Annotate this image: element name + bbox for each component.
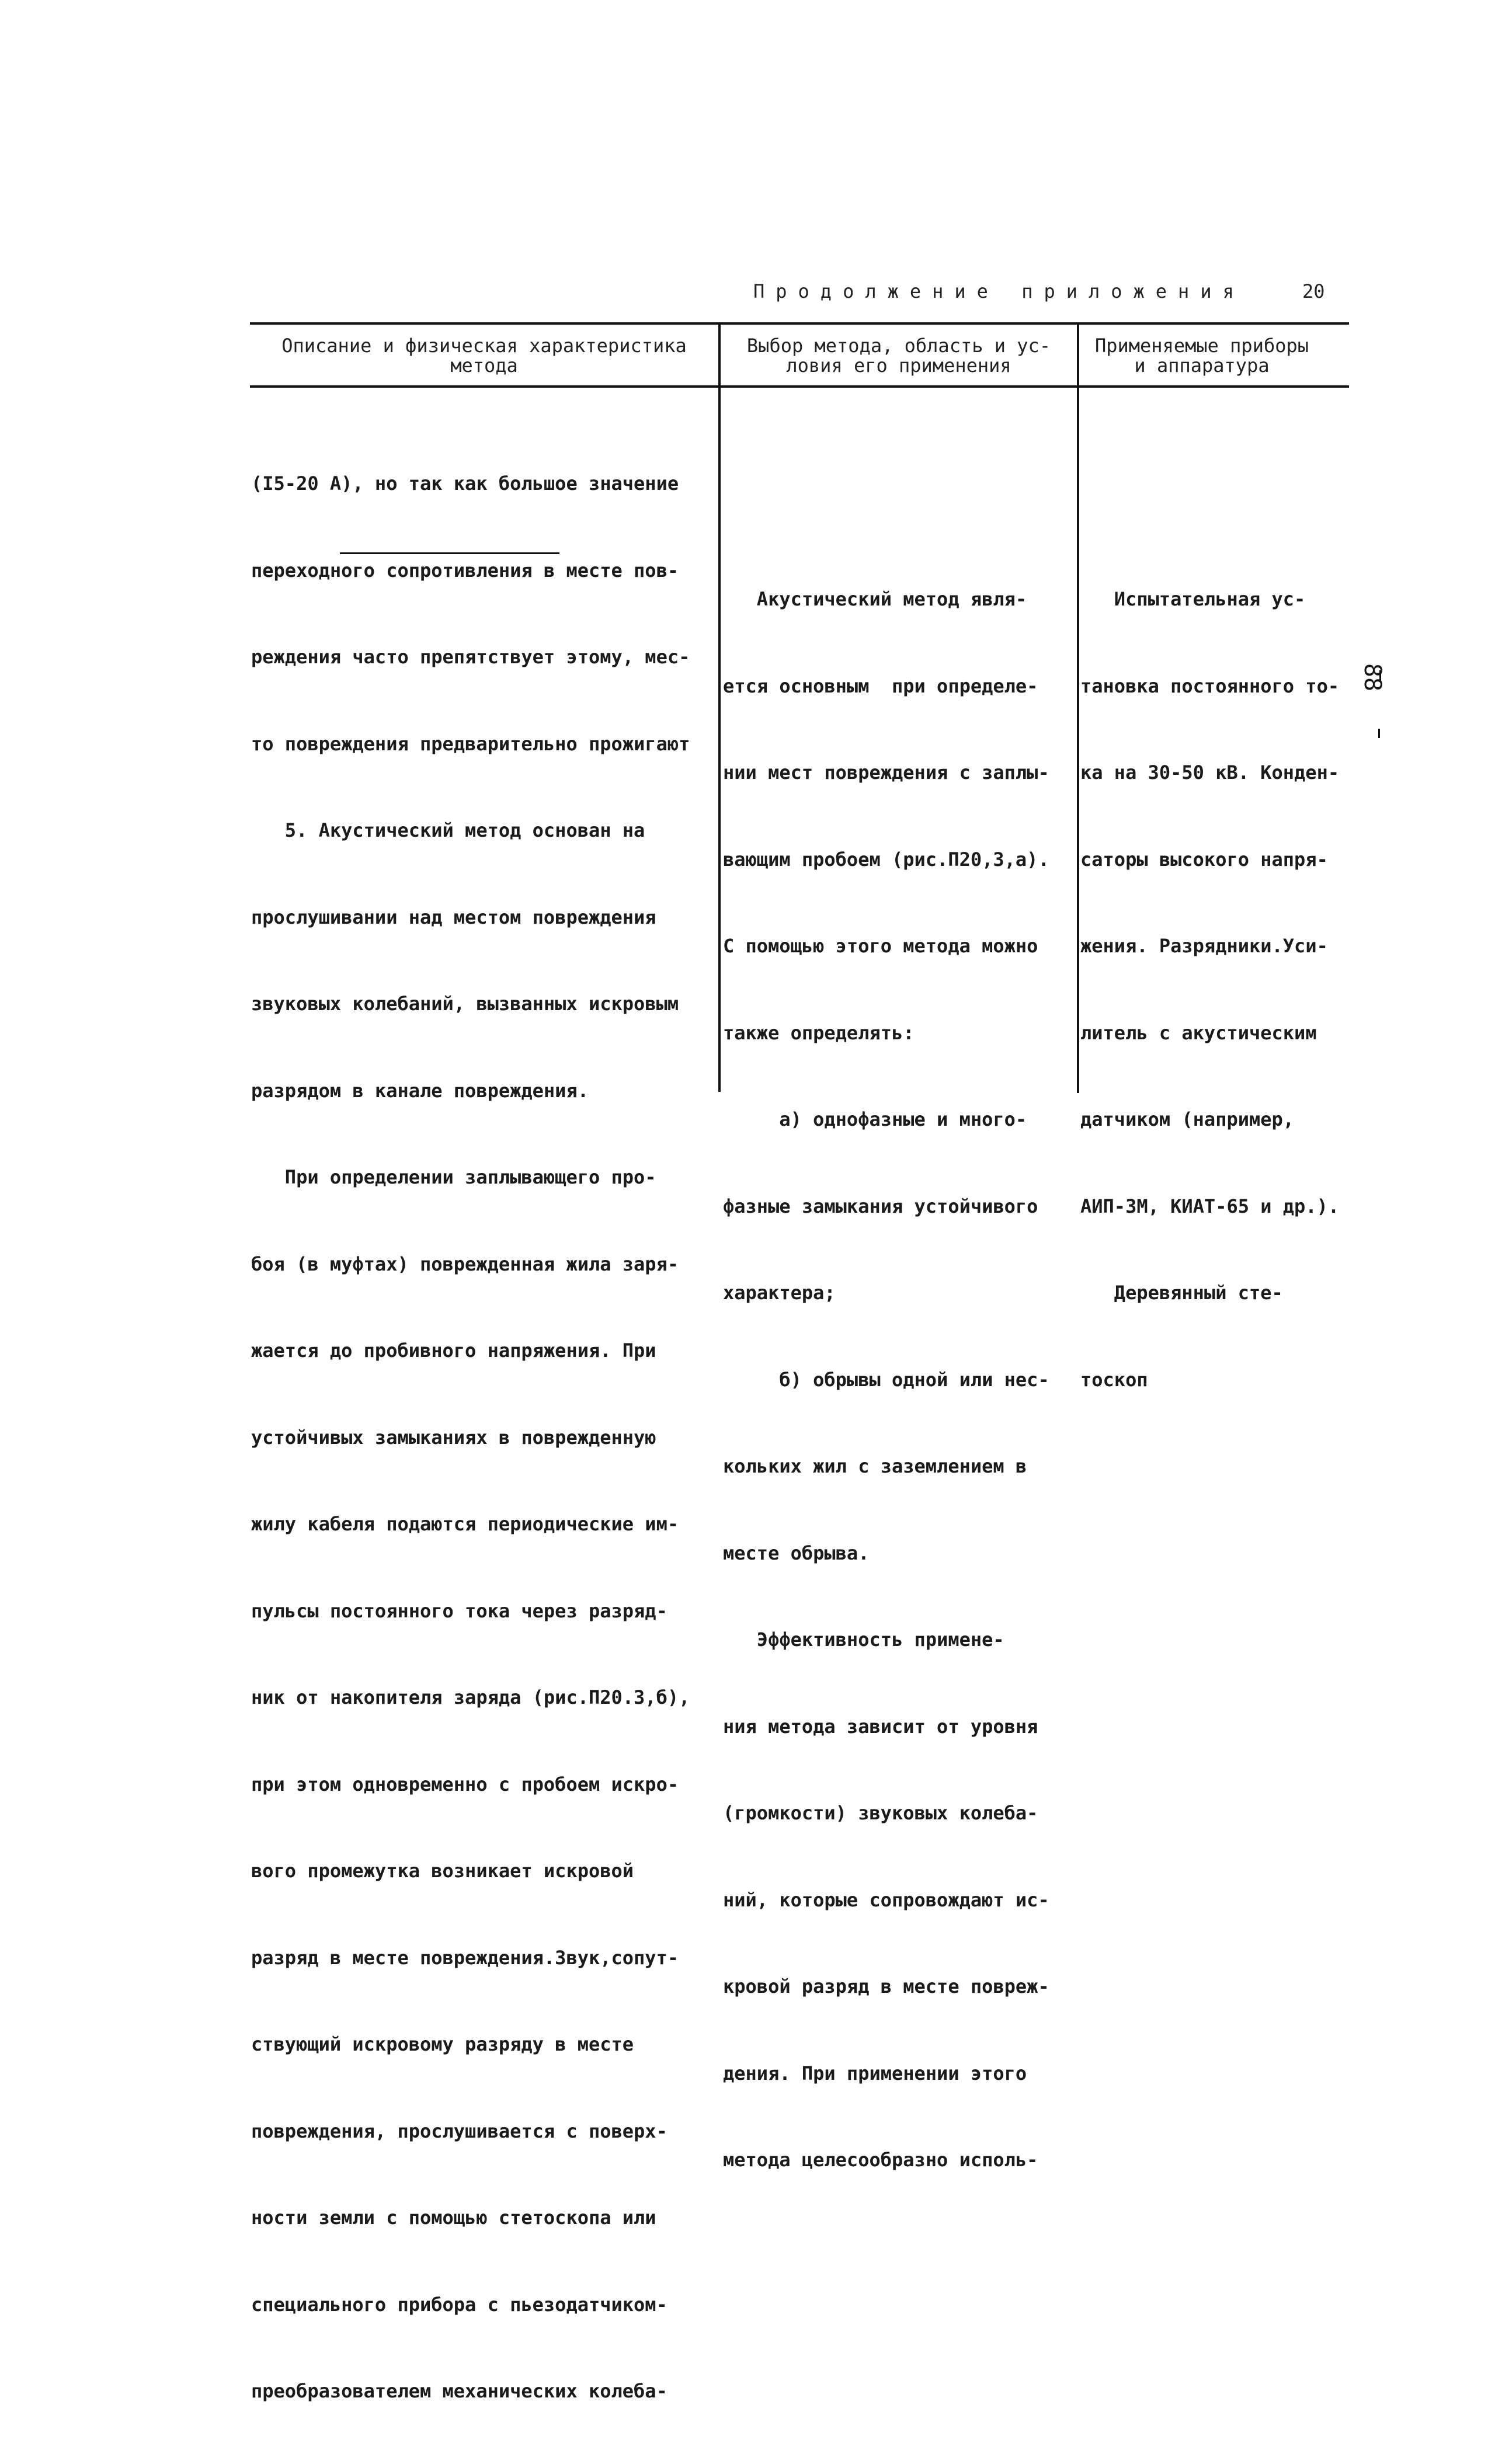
text-line: (громкости) звуковых колеба- bbox=[723, 1802, 1038, 1824]
text-line: ности земли с помощью стетоскопа или bbox=[251, 2207, 656, 2229]
text-line: жилу кабеля подаются периодические им- bbox=[251, 1513, 679, 1535]
text-line: ник от накопителя заряда (рис.П20.3,б), bbox=[251, 1686, 690, 1708]
table-top-rule bbox=[250, 322, 1349, 325]
text-line: ется основным при определе- bbox=[723, 674, 1038, 697]
text-line: повреждения, прослушивается с поверх- bbox=[251, 2120, 667, 2142]
text-line: звуковых колебаний, вызванных искровым bbox=[251, 993, 679, 1015]
header-method-choice: Выбор метода, область и ус- ловия его применения bbox=[746, 335, 1051, 377]
column-divider-2 bbox=[1077, 322, 1079, 1093]
column-divider-1 bbox=[718, 322, 721, 1092]
text-line: кровой разряд в месте повреж- bbox=[723, 1975, 1049, 1997]
text-line: а) однофазные и много- bbox=[723, 1108, 1027, 1130]
text-line: жается до пробивного напряжения. При bbox=[251, 1339, 656, 1362]
running-head-number: 20 bbox=[1302, 280, 1325, 302]
header-description: Описание и физическая характеристика метода bbox=[281, 335, 687, 377]
column-method-choice bbox=[723, 527, 1049, 2233]
text-line: датчиком (например, bbox=[1080, 1108, 1295, 1130]
text-line: литель с акустическим bbox=[1080, 1021, 1317, 1044]
text-line: вающим пробоем (рис.П20,3,а). bbox=[723, 848, 1049, 871]
text-line: то повреждения предварительно прожигают bbox=[251, 732, 690, 755]
text-line: ний, которые сопровождают ис- bbox=[723, 1888, 1049, 1911]
table-header-rule bbox=[250, 385, 1349, 388]
text-line: прослушивании над местом повреждения bbox=[251, 906, 656, 928]
side-page-number-text: 88 bbox=[1358, 663, 1386, 692]
text-line: тоскоп bbox=[1080, 1368, 1148, 1391]
text-line: При определении заплывающего про- bbox=[251, 1166, 656, 1188]
column-instruments bbox=[1080, 527, 1339, 1452]
text-line: Испытательная ус- bbox=[1080, 588, 1306, 610]
text-line: ка на 30-50 кВ. Конден- bbox=[1080, 761, 1340, 784]
text-line: преобразователем механических колеба- bbox=[251, 2380, 667, 2402]
text-line: б) обрывы одной или нес- bbox=[723, 1368, 1049, 1391]
text-line: метода целесообразно исполь- bbox=[723, 2149, 1038, 2171]
text-line: ния метода зависит от уровня bbox=[723, 1715, 1038, 1738]
text-line: (I5-20 А), но так как большое значение bbox=[251, 472, 679, 495]
text-line: Эффективность примене- bbox=[723, 1628, 1004, 1651]
text-line: кольких жил с заземлением в bbox=[723, 1455, 1027, 1477]
text-line: месте обрыва. bbox=[723, 1541, 870, 1564]
text-line: Деревянный сте- bbox=[1080, 1282, 1283, 1304]
side-dash-bottom bbox=[1378, 729, 1380, 738]
text-line: переходного сопротивления в месте пов- bbox=[251, 559, 679, 582]
text-line: боя (в муфтах) поврежденная жила заря- bbox=[251, 1252, 679, 1275]
text-line: С помощью этого метода можно bbox=[723, 935, 1038, 957]
text-line: фазные замыкания устойчивого bbox=[723, 1195, 1038, 1217]
text-line: тановка постоянного то- bbox=[1080, 674, 1340, 697]
text-line: реждения часто препятствует этому, мес- bbox=[251, 646, 690, 668]
text-line: разрядом в канале повреждения. bbox=[251, 1079, 589, 1102]
text-line: АИП-3М, КИАТ-65 и др.). bbox=[1080, 1195, 1340, 1217]
text-line: 5. Акустический метод основан на bbox=[251, 819, 645, 841]
text-line: нии мест повреждения с заплы- bbox=[723, 761, 1049, 784]
text-line: также определять: bbox=[723, 1021, 915, 1044]
column-description bbox=[251, 412, 690, 2464]
text-line: вого промежутка возникает искровой bbox=[251, 1860, 634, 1882]
method-title-underline bbox=[340, 552, 559, 554]
side-page-number bbox=[1358, 663, 1387, 736]
header-instruments: Применяемые приборы и аппаратура bbox=[1094, 335, 1309, 377]
text-line: устойчивых замыканиях в поврежденную bbox=[251, 1426, 656, 1449]
text-line: разряд в месте повреждения.Звук,сопут- bbox=[251, 1946, 679, 1969]
text-line: пульсы постоянного тока через разряд- bbox=[251, 1599, 667, 1622]
running-head bbox=[753, 280, 1325, 302]
text-line: характера; bbox=[723, 1282, 836, 1304]
text-line: ствующий искровому разряду в месте bbox=[251, 2033, 634, 2055]
text-line: Акустический метод явля- bbox=[723, 588, 1027, 610]
text-line: жения. Разрядники.Уси- bbox=[1080, 935, 1328, 957]
text-line: специального прибора с пьезодатчиком- bbox=[251, 2293, 667, 2316]
text-line: саторы высокого напря- bbox=[1080, 848, 1328, 871]
running-head-text: Продолжение приложения bbox=[753, 280, 1245, 302]
text-line: дения. При применении этого bbox=[723, 2062, 1027, 2084]
text-line: при этом одновременно с пробоем искро- bbox=[251, 1773, 679, 1795]
